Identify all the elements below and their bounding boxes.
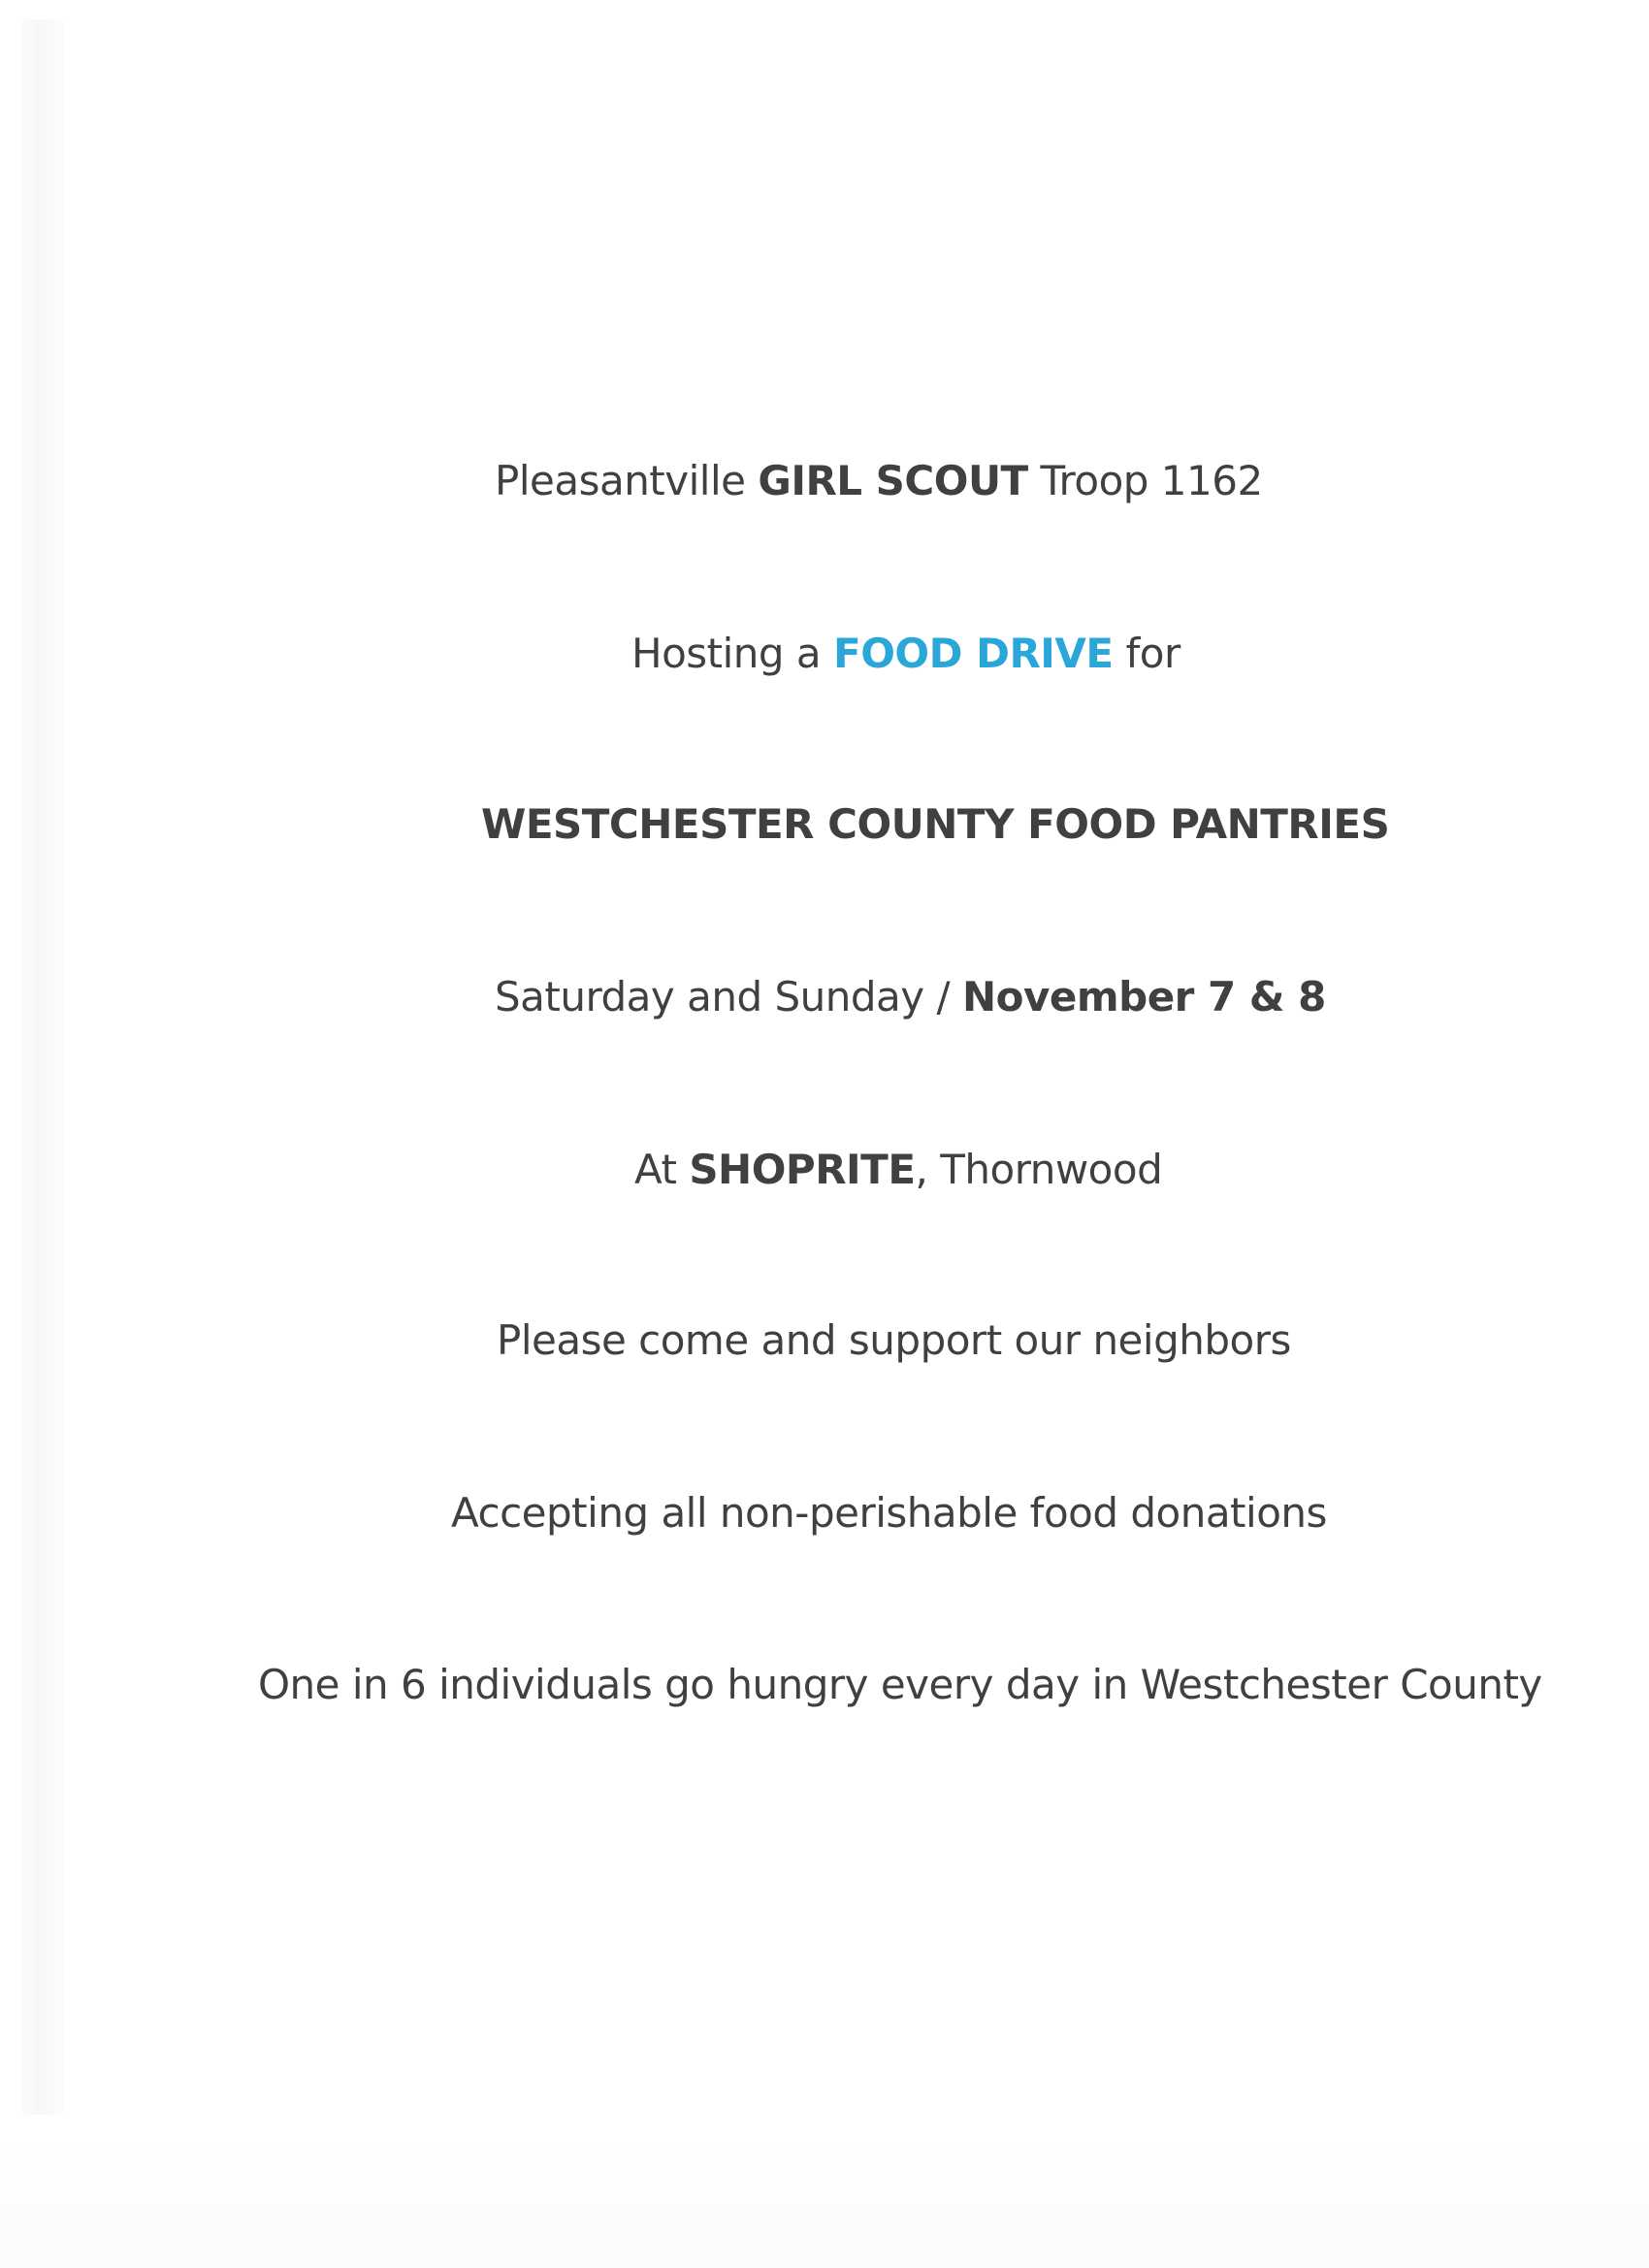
support-line [497, 1312, 1291, 1370]
troop-town: Pleasantville [495, 457, 759, 504]
date-line [495, 968, 1326, 1026]
support-text: Please come and support our neighbors [497, 1316, 1291, 1364]
location-prefix: At [634, 1146, 690, 1193]
beneficiary-line [481, 795, 1389, 854]
location-town: , Thornwood [915, 1146, 1163, 1193]
event-days: Saturday and Sunday / [495, 973, 962, 1021]
event-dates: November 7 & 8 [962, 973, 1326, 1021]
troop-line [495, 452, 1263, 510]
hosting-line [631, 625, 1180, 683]
location-store: SHOPRITE [689, 1146, 916, 1193]
beneficiary-name: WESTCHESTER COUNTY FOOD PANTRIES [481, 800, 1390, 848]
donations-line [451, 1484, 1327, 1542]
donations-text: Accepting all non-perishable food donations [451, 1489, 1327, 1537]
location-line [634, 1141, 1162, 1199]
troop-number: Troop 1162 [1027, 457, 1263, 504]
hunger-statistic-line [258, 1656, 1542, 1714]
hunger-statistic-text: One in 6 individuals go hungry every day in Westchester County [258, 1661, 1542, 1708]
troop-organization: GIRL SCOUT [758, 457, 1028, 504]
hosting-prefix: Hosting a [631, 630, 834, 677]
food-drive-highlight: FOOD DRIVE [833, 630, 1114, 677]
hosting-suffix: for [1113, 630, 1180, 677]
